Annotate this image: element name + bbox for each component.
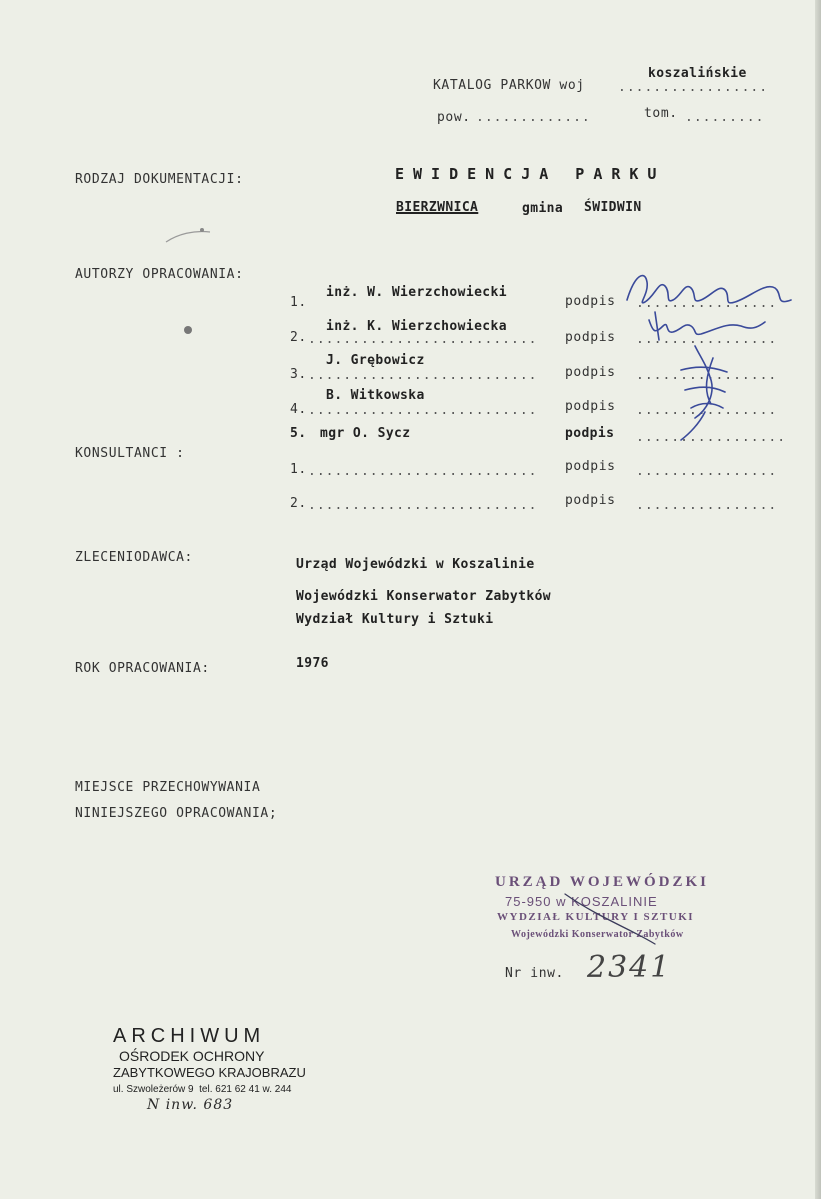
dots: ................ (636, 403, 778, 418)
doc-gmina-label: gmina (522, 201, 564, 216)
author-sign-label: podpis (565, 294, 616, 309)
catalog-pow-label: pow. (437, 110, 471, 125)
dots: ................ (636, 296, 778, 311)
stamp-inv-number: 2341 (587, 950, 672, 985)
year-value: 1976 (296, 656, 329, 671)
author-num: 3. (290, 367, 307, 382)
dots: .......................... (308, 403, 538, 418)
consultants-label: KONSULTANCI : (75, 446, 185, 461)
commissioner-line: Wydział Kultury i Sztuki (296, 612, 494, 627)
author-num: 1. (290, 295, 307, 310)
archive-title: ARCHIWUM (113, 1025, 266, 1047)
consultant-sign-label: podpis (565, 459, 616, 474)
dots: ................ (636, 464, 778, 479)
doc-place: BIERZWNICA (396, 200, 479, 215)
author-name: inż. K. Wierzchowiecka (326, 319, 507, 334)
author-name: J. Grębowicz (326, 353, 425, 368)
author-num: 2. (290, 330, 307, 345)
consultant-sign-label: podpis (565, 493, 616, 508)
author-name: B. Witkowska (326, 388, 425, 403)
dots: ................ (636, 368, 778, 383)
doc-gmina: ŚWIDWIN (584, 200, 642, 215)
author-num: 5. (290, 426, 307, 441)
year-label: ROK OPRACOWANIA: (75, 661, 210, 676)
author-name: mgr O. Sycz (320, 426, 411, 441)
storage-label-line2: NINIEJSZEGO OPRACOWANIA; (75, 806, 278, 821)
dots: ................. (618, 80, 769, 95)
stamp-line2: 75-950 w KOSZALINIE (505, 894, 658, 909)
author-sign-label: podpis (565, 399, 616, 414)
doc-type-title: EWIDENCJA PARKU (395, 165, 666, 183)
archive-line1: OŚRODEK OCHRONY (119, 1048, 265, 1064)
author-sign-label: podpis (565, 426, 615, 441)
catalog-voivodeship: koszalińskie (648, 66, 747, 81)
dots: .......................... (308, 498, 538, 513)
commissioner-label: ZLECENIODAWCA: (75, 550, 193, 565)
dots: ......... (685, 110, 765, 125)
stamp-line3: WYDZIAŁ KULTURY I SZTUKI (497, 911, 695, 923)
consultant-num: 2. (290, 496, 307, 511)
consultant-num: 1. (290, 462, 307, 477)
ink-dot (178, 320, 198, 340)
storage-label-line1: MIEJSCE PRZECHOWYWANIA (75, 780, 261, 795)
dots: ............. (476, 110, 591, 125)
dots: ................ (636, 332, 778, 347)
dots: .......................... (308, 368, 538, 383)
authors-label: AUTORZY OPRACOWANIA: (75, 267, 244, 282)
commissioner-line: Urząd Wojewódzki w Koszalinie (296, 557, 535, 572)
dots: .......................... (308, 332, 538, 347)
stamp-line1: URZĄD WOJEWÓDZKI (495, 874, 709, 890)
doc-type-label: RODZAJ DOKUMENTACJI: (75, 172, 244, 187)
author-num: 4. (290, 402, 307, 417)
signature-scribbles (615, 262, 805, 442)
dots: ................. (636, 430, 787, 445)
archive-line3: ul. Szwoleżerów 9 tel. 621 62 41 w. 244 (113, 1084, 292, 1095)
author-name: inż. W. Wierzchowiecki (326, 285, 507, 300)
dots: ................ (636, 498, 778, 513)
page-edge (815, 0, 821, 1199)
stamp-inv-label: Nr inw. (505, 966, 564, 981)
catalog-label: KATALOG PARKOW woj (433, 78, 585, 93)
commissioner-line: Wojewódzki Konserwator Zabytków (296, 589, 552, 604)
stamp-signature (555, 888, 665, 948)
ink-smudge (160, 220, 220, 250)
archive-line2: ZABYTKOWEGO KRAJOBRAZU (113, 1065, 306, 1080)
dots: .......................... (308, 464, 538, 479)
catalog-tom-label: tom. (644, 106, 678, 121)
stamp-line4: Wojewódzki Konserwator Zabytków (511, 929, 684, 940)
archive-handwritten-inv: N inw. 683 (147, 1097, 234, 1113)
author-sign-label: podpis (565, 365, 616, 380)
author-sign-label: podpis (565, 330, 616, 345)
